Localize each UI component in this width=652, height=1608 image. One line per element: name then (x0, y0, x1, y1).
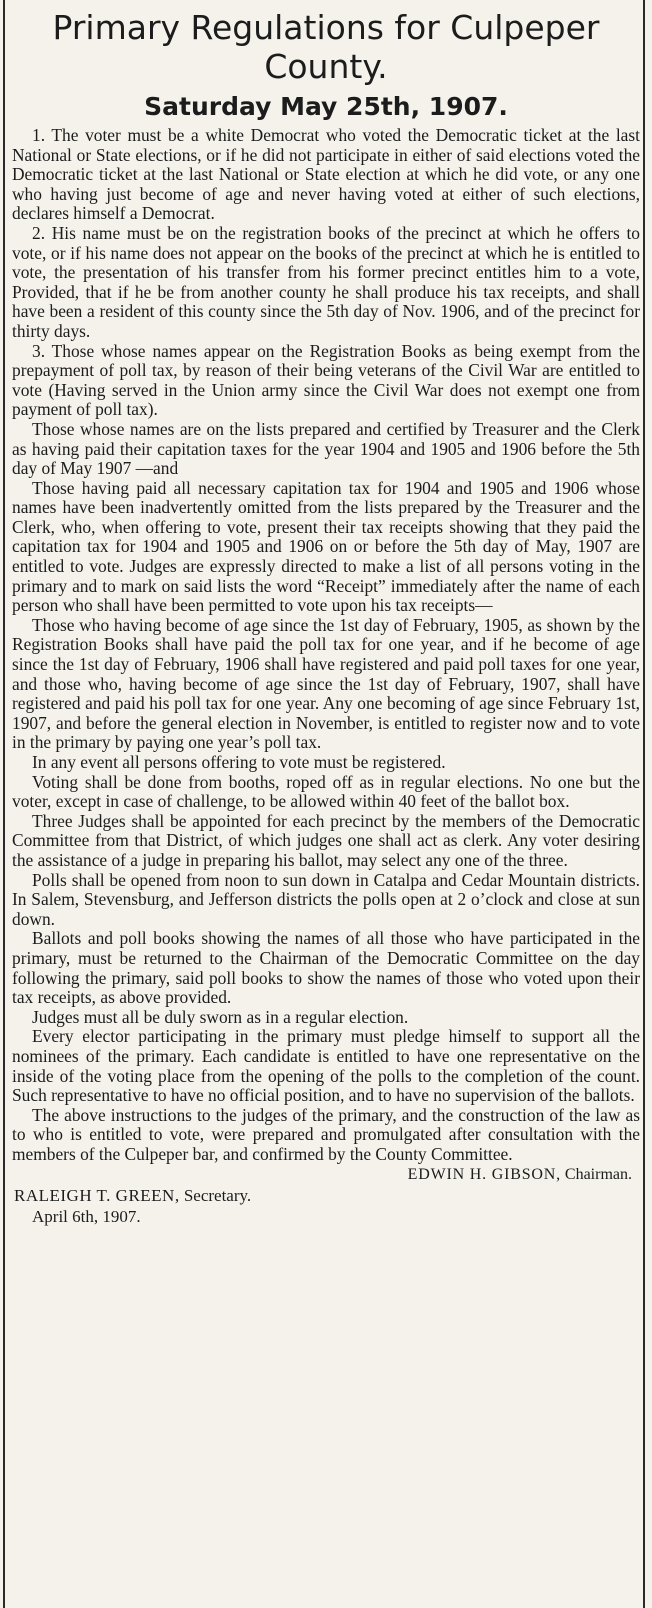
headline (10, 8, 642, 86)
left-column-rule (3, 0, 5, 1608)
paragraph-judges-sworn: Judges must all be duly sworn as in a regular election. (32, 1006, 409, 1027)
secretary-name: RALEIGH T. GREEN, (14, 1186, 180, 1206)
paragraph-instructions: The above instructions to the judges of the primary, and the construction of the law as to who is entitled to vote, were prepared and promulgated after consultation with the members of the Culpeper bar, and confirmed by the County Committee. (12, 1104, 640, 1164)
regulation-3: 3. Those whose names appear on the Registration Books as being exempt from the prepayment of poll tax, by reason of their being veterans of the Civil War are entitled to vote (Having served in the Union army since the Civil War does not exempt one from payment of poll tax). (12, 340, 640, 420)
paragraph-age-rules: Those who having become of age since the 1st day of February, 1905, as shown by the Registration Books shall have paid the poll tax for one year, and if he become of age since the 1st day of February, 1906 shall have registered and paid poll taxes for one year, and those who, having become of age since the 1st day of February, 1907, shall have registered and paid his poll tax for one year. Any one becoming of age since February 1st, 1907, and before the general election in November, is entitled to register now and to vote in the primary by paying one year’s poll tax. (12, 614, 640, 753)
chairman-title: Chairman. (564, 1166, 632, 1184)
paragraph-poll-hours: Polls shall be opened from noon to sun down in Catalpa and Cedar Mountain districts. In Salem, Stevensburg, and Jefferson districts the polls open at 2 o’clock and close at sun down. (12, 869, 640, 929)
paragraph-omitted-names: Those having paid all necessary capitation tax for 1904 and 1905 and 1906 whose names have been inadvertently omitted from the lists prepared by the Treasurer and the Clerk, who, when offering to vote, present their tax receipts showing that they paid the capitation tax for 1904 and 1905 and 1906 on or before the 5th day of May, 1907 are entitled to vote. Judges are expressly directed to make a list of all persons voting in the primary and to mark on said lists the word “Receipt” immediately after the name of each person who shall have been permitted to vote upon his tax receipts— (12, 477, 640, 616)
paragraph-ballots-return: Ballots and poll books showing the names of all those who have participated in the primary, must be returned to the Chairman of the Democratic Committee on the day following the primary, said poll books to show the names of those who voted upon their tax receipts, as above provided. (12, 928, 640, 1008)
right-column-rule (643, 0, 645, 1608)
headline-line-1: Primary Regulations for Culpeper (52, 8, 600, 47)
secretary-signature (10, 1185, 642, 1206)
paragraph-registration: In any event all persons offering to vote must be registered. (32, 752, 446, 772)
headline-line-2: County. (264, 47, 388, 86)
notice-date: April 6th, 1907. (32, 1207, 141, 1227)
paragraph-elector-pledge: Every elector participating in the primary must pledge himself to support all the nominees of the primary. Each candidate is entitled to have one representative on the inside of the voting place from the opening of the polls to the completion of the count. Such representative to have no official position, and to have no supervision of the ballots. (12, 1026, 640, 1106)
regulations-body (10, 126, 642, 1164)
paragraph-judges: Three Judges shall be appointed for each precinct by the members of the Democratic Committee from that District, of which judges one shall act as clerk. Any voter desiring the assistance of a judge in preparing his ballot, may select any one of the three. (12, 810, 640, 870)
regulation-2: 2. His name must be on the registration books of the precinct at which he offers to vote, or if his name does not appear on the books of the precinct at which he is entitled to vote, the presentation of his transfer from his former precinct entitles him to a vote, Provided, that if he be from another county he shall produce his tax receipts, and shall have been a resident of this county since the 5th day of Nov. 1906, and of the precinct for thirty days. (12, 222, 640, 341)
secretary-title: Secretary. (183, 1186, 252, 1206)
paragraph-certified-lists: Those whose names are on the lists prepared and certified by Treasurer and the Clerk as having paid their capitation taxes for the year 1904 and 1905 and 1906 before the 5th day of May 1907 —and (12, 418, 640, 479)
chairman-signature (10, 1164, 642, 1185)
paragraph-voting-booths: Voting shall be done from booths, roped off as in regular elections. No one but the voter, except in case of challenge, to be allowed within 40 feet of the ballot box. (12, 771, 640, 812)
chairman-name: EDWIN H. GIBSON, (407, 1166, 561, 1184)
regulation-1: 1. The voter must be a white Democrat who voted the Democratic ticket at the last National or State elections, or if he did not participate in either of said elections voted the Democratic ticket at the last National or State election at which he did vote, or any one who having just become of age and never having voted at either of such elections, declares himself a Democrat. (12, 125, 640, 224)
election-date: Saturday May 25th, 1907. (144, 92, 508, 121)
